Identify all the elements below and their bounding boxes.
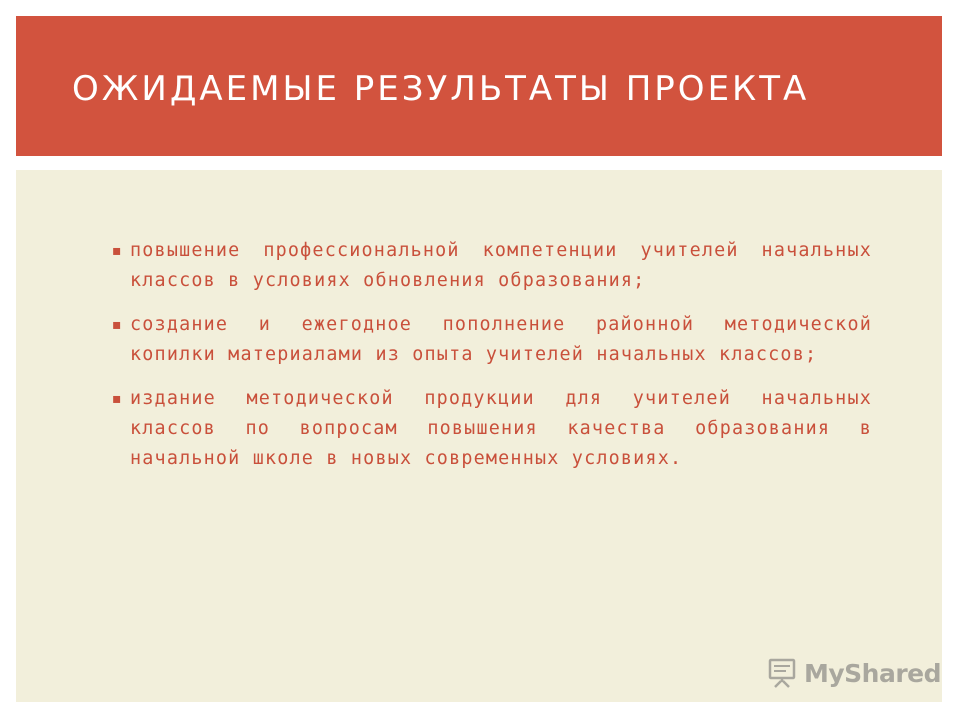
bullet-item	[112, 236, 872, 296]
bullet-marker-icon: ▪	[112, 317, 122, 333]
watermark-text: MyShared	[804, 658, 942, 688]
bullet-marker-icon: ▪	[112, 391, 122, 407]
bullet-text: повышение профессиональной компетенции учителей начальных классов в условиях обновления образования;	[130, 240, 872, 291]
bullet-list	[112, 236, 872, 488]
bullet-item	[112, 310, 872, 370]
myshared-watermark	[766, 655, 941, 691]
bullet-marker-icon: ▪	[112, 243, 122, 259]
slide-title: ОЖИДАЕМЫЕ РЕЗУЛЬТАТЫ ПРОЕКТА	[72, 69, 810, 109]
presentation-board-icon	[766, 657, 798, 689]
bullet-item	[112, 384, 872, 474]
bullet-text: издание методической продукции для учителей начальных классов по вопросам повышения качества образования в начальной школе в новых современных условиях.	[130, 388, 872, 469]
bullet-text: создание и ежегодное пополнение районной методической копилки материалами из опыта учителей начальных классов;	[130, 314, 872, 365]
